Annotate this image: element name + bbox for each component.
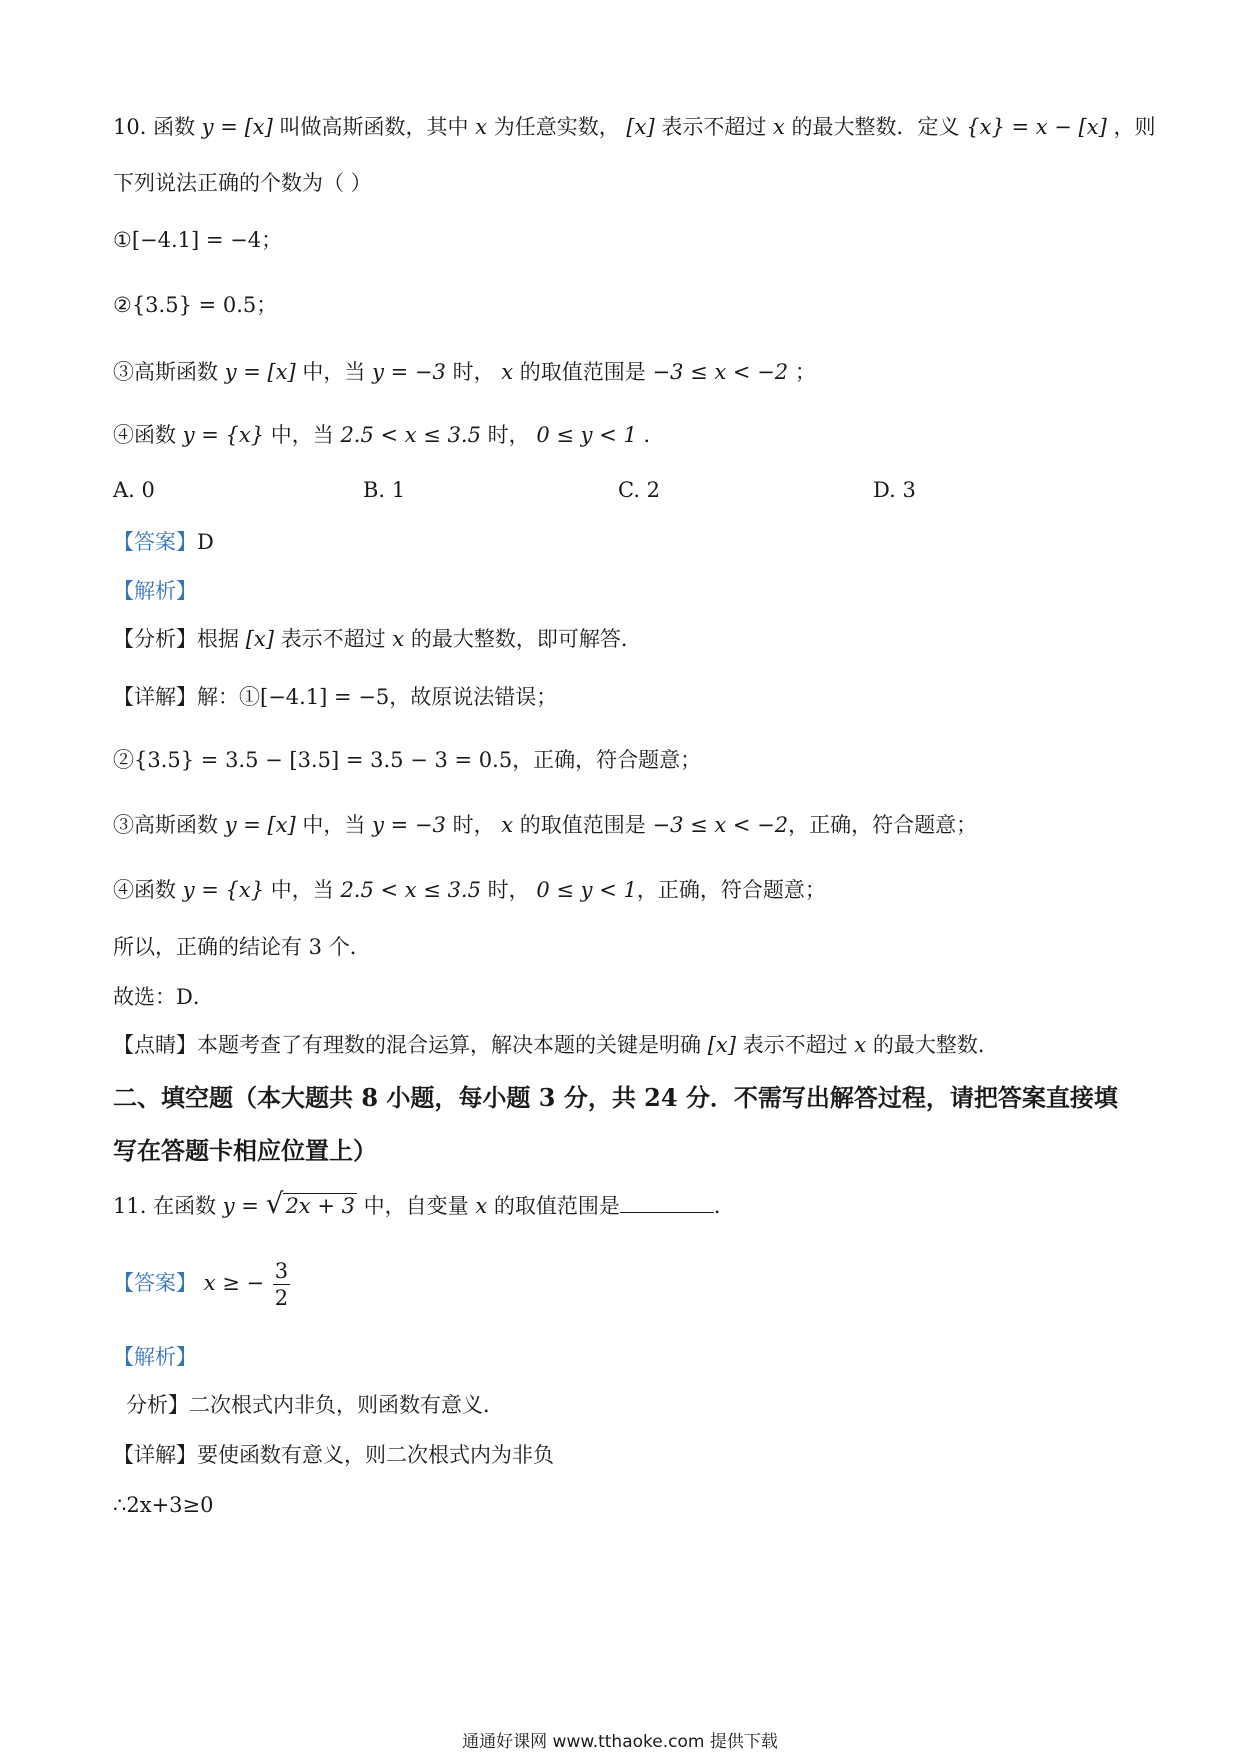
q10-xiangjie-2: ②{3.5} = 3.5 − [3.5] = 3.5 − 3 = 0.5，正确，符合题意； bbox=[113, 748, 702, 772]
q10-analysis-tag: 【解析】 bbox=[113, 579, 197, 603]
q11-therefore: ∴2x+3≥0 bbox=[113, 1493, 214, 1517]
q11-analysis-tag: 【解析】 bbox=[113, 1345, 197, 1369]
q11-xiangjie: 【详解】要使函数有意义，则二次根式内为非负 bbox=[113, 1443, 554, 1467]
q10-xiangjie-4: ④函数 y = {x} 中，当 2.5 < x ≤ 3.5 时， 0 ≤ y < 1，正确，符合题意； bbox=[113, 878, 826, 902]
q10-statement-4: ④函数 y = {x} 中，当 2.5 < x ≤ 3.5 时， 0 ≤ y < 1 ． bbox=[113, 423, 665, 447]
q10-statement-1: ①[−4.1] = −4； bbox=[113, 228, 283, 252]
q10-fenxi: 【分析】根据 [x] 表示不超过 x 的最大整数，即可解答． bbox=[113, 627, 642, 651]
option-b: B. 1 bbox=[363, 478, 406, 502]
q10-statement-3: ③高斯函数 y = [x] 中，当 y = −3 时， x 的取值范围是 −3 ≤ x < −2 ； bbox=[113, 360, 816, 384]
page-footer: 通通好课网 www.tthaoke.com 提供下载 bbox=[462, 1732, 778, 1752]
q11-answer: 【答案】 x ≥ − $\frac{3}{2}$ bbox=[113, 1259, 289, 1310]
fraction: $\frac{3}{2}$ bbox=[274, 1259, 289, 1310]
section-2-heading-line1: 二、填空题（本大题共 8 小题，每小题 3 分，共 24 分．不需写出解答过程，请把答案直接填 bbox=[113, 1083, 1118, 1112]
answer-tag: 【答案】 bbox=[113, 1271, 197, 1295]
q10-stem-line2: 下列说法正确的个数为（ ） bbox=[113, 171, 372, 195]
q10-conclusion: 所以，正确的结论有 3 个． bbox=[113, 935, 371, 959]
q11-fenxi: 分析】二次根式内非负，则函数有意义． bbox=[126, 1393, 504, 1417]
answer-tag: 【答案】 bbox=[113, 530, 197, 554]
q10-dianjing: 【点睛】本题考查了有理数的混合运算，解决本题的关键是明确 [x] 表示不超过 x 的最大整数． bbox=[113, 1033, 999, 1057]
answer-blank[interactable] bbox=[620, 1190, 714, 1213]
option-a: A. 0 bbox=[113, 478, 155, 502]
q10-choice: 故选：D． bbox=[113, 985, 214, 1009]
q10-xiangjie-1: 【详解】解：①[−4.1] = −5，故原说法错误； bbox=[113, 685, 558, 709]
section-2-heading-line2: 写在答题卡相应位置上） bbox=[113, 1136, 377, 1165]
q11-stem: 11. 在函数 y = √2x + 3 中，自变量 x 的取值范围是 ． bbox=[113, 1187, 735, 1220]
option-d: D. 3 bbox=[873, 478, 916, 502]
q10-xiangjie-3: ③高斯函数 y = [x] 中，当 y = −3 时， x 的取值范围是 −3 ≤ x < −2，正确，符合题意； bbox=[113, 813, 978, 837]
radical-sign: √ bbox=[265, 1187, 284, 1220]
radicand: 2x + 3 bbox=[285, 1194, 355, 1218]
q10-answer: 【答案】D bbox=[113, 530, 214, 554]
q10-stem-line1: 10. 函数 y = [x] 叫做高斯函数，其中 x 为任意实数， [x] 表示不超过 x 的最大整数．定义 {x} = x − [x] ，则 bbox=[113, 115, 1156, 139]
option-c: C. 2 bbox=[618, 478, 661, 502]
q10-statement-2: ②{3.5} = 0.5； bbox=[113, 293, 278, 317]
